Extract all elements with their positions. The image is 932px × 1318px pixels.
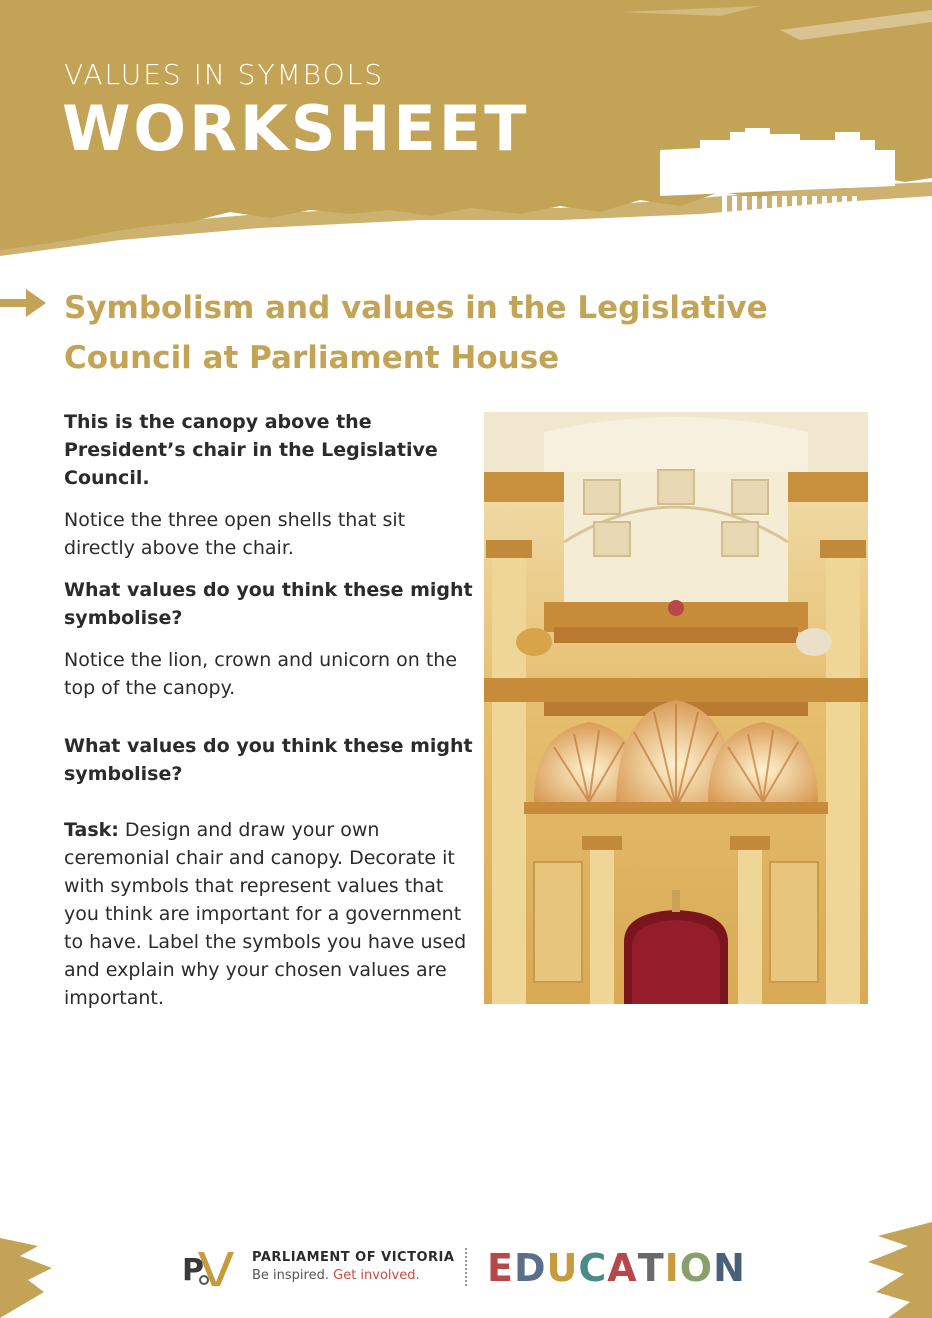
org-name: PARLIAMENT OF VICTORIA [252,1250,455,1265]
parliament-logo [180,1246,240,1288]
edu-letter: O [679,1246,714,1290]
footer-divider [465,1248,467,1286]
edu-letter: E [487,1246,514,1290]
intro-paragraph: This is the canopy above the President’s chair in the Legislative Council. [64,411,438,489]
question-2: What values do you think these might symbolise? [64,735,473,785]
education-wordmark [487,1246,746,1290]
lion-crown-paragraph: Notice the lion, crown and unicorn on the top of the canopy. [64,649,458,699]
tagline-part-1: Be inspired. [252,1268,329,1283]
edu-letter: T [637,1246,665,1290]
section-heading [64,283,884,383]
task-text: Design and draw your own ceremonial chair and canopy. Decorate it with symbols that represent values that you think are important for a government to have. Label the symbols you have used and explain why your chosen values are important. [64,819,467,1009]
tagline-part-2: Get involved. [333,1268,420,1283]
edu-letter: D [513,1246,547,1290]
shells-paragraph: Notice the three open shells that sit directly above the chair. [64,509,406,559]
footer-brush-left [0,1228,60,1318]
footer-brush-right [858,1222,932,1318]
worksheet-body [64,408,474,1012]
edu-letter: A [607,1246,638,1290]
edu-letter: N [713,1246,746,1290]
canopy-photo [484,412,868,1004]
edu-letter: I [664,1246,680,1290]
task-paragraph [64,816,474,1012]
worksheet-kicker: VALUES IN SYMBOLS [64,58,384,91]
heading-line-2: Council at Parliament House [64,340,560,376]
task-label: Task: [64,819,119,841]
question-1: What values do you think these might symbolise? [64,579,473,629]
org-tagline [252,1267,454,1285]
edu-letter: C [578,1246,608,1290]
heading-line-1: Symbolism and values in the Legislative [64,290,768,326]
arrow-right-icon [0,286,50,320]
svg-text:P: P [182,1253,204,1288]
edu-letter: U [546,1246,579,1290]
org-block [252,1249,454,1285]
worksheet-title: WORKSHEET [62,92,530,165]
